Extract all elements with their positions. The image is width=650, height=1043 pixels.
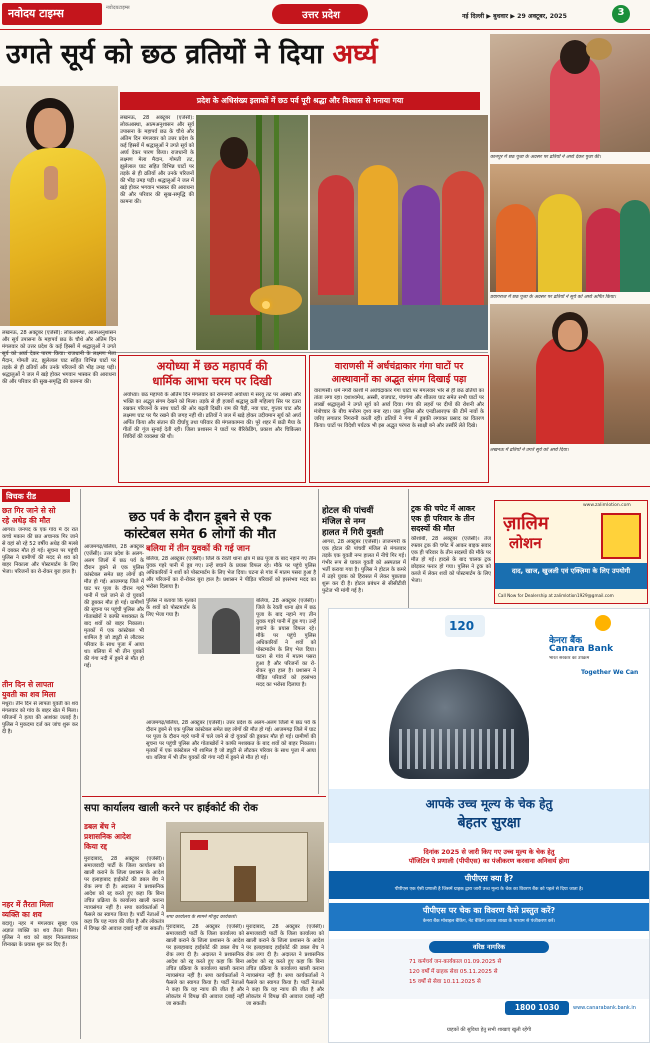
hotel-headline-2: मंजिल से नग्न bbox=[322, 517, 366, 527]
hotel-body: आगरा, 28 अक्टूबर (एजेंसी)। ताजनगरी के एक होटल की पांचवीं मंजिल से मंगलवार तड़के एक युवती नग्न हालत में नीचे गिर गई। गंभीर रूप से घायल युवती को अस्पताल में भर्ती कराया गया है। पुलिस ने होटल के कमरे में ठहरे युवक को हिरासत में लेकर पूछताछ शुरू कर दी है। होटल प्रबंधन से सीसीटीवी फुटेज भी मांगी गई है। bbox=[322, 539, 406, 594]
drown-body: आजमगढ़/बलिया, 28 अक्टूबर (एजेंसी)। उत्तर प्रदेश के अलग-अलग जिलों में छठ पर्व के दौरान डूबने से एक पुलिस कांस्टेबल समेत छह लोगों की मौत हो गई। आजमगढ़ जिले में घाट पर पूजा के दौरान गहरे पानी में चले जाने से दो युवकों की डूबकर मौत हो गई। ग्रामीणों की सूचना पर पहुंची पुलिस और गोताखोरों ने काफी मशक्कत के बाद शवों को बाहर निकाला। मृतकों में एक कांस्टेबल भी शामिल है जो ड्यूटी से लौटकर परिवार के साथ पूजा में आया था। बलिया में भी तीन युवकों की गंगा नदी में डूबने से मौत हो गई। bbox=[84, 544, 144, 669]
offering-basket bbox=[250, 285, 302, 315]
lead-body-col1: लखनऊ, 28 अक्टूबर (एजेंसी): लोकआस्था, आत्मअनुशासन और सूर्य उपासना के महापर्व छठ के चौथे और अंतिम दिन मंगलवार को उत्तर प्रदेश के कई हिस्सों में श्रद्धालुओं ने उगते सूर्य को अर्घ्य देकर पारण किया। राजधानी के लक्ष्मण मेला मैदान, गोमती तट, झूलेलाल घाट सहित विभिन्न घाटों पर तड़के से ही व्रतियों और उनके परिजनों की भीड़ उमड़ पड़ी। श्रद्धालुओं ने जल में खड़े होकर भगवान भास्कर की आराधना की और परिवार की सुख-समृद्धि की कामना की। bbox=[120, 115, 194, 205]
vichak-divider bbox=[80, 489, 81, 1039]
varanasi-headline-2: आस्थावानों का अद्भुत संगम दिखाई पड़ा bbox=[331, 374, 467, 385]
sp-body-3: मुरादाबाद, 28 अक्टूबर (एजेंसी)। समाजवादी पार्टी के जिला कार्यालय को खाली कराने के जिला प्रशासन के आदेश पर इलाहाबाद हाईकोर्ट की डबल बेंच ने रोक लगा दी है। अदालत ने प्रशासनिक आदेश को रद्द करते हुए कहा कि बिना उचित प्रक्रिया के कार्यालय खाली कराना न्यायसंगत नहीं है। सपा कार्यकर्ताओं ने फैसले का स्वागत किया है। पार्टी नेताओं ने कहा कि यह न्याय की जीत है और लोकतंत्र में विपक्ष की आवाज दबाई नहीं जा सकती। bbox=[246, 924, 324, 1007]
vichak-headline-6: व्यक्ति का शव bbox=[2, 910, 42, 919]
sp-photo bbox=[166, 822, 324, 912]
canara-logo-en: Canara Bank bbox=[549, 644, 614, 654]
zalim-brand: ज़ालिम bbox=[503, 513, 549, 534]
canara-q2-body: केनरा बैंक मोबाइल बैंकिंग, नेट बैंकिंग अथवा शाखा के माध्यम से पंजीकरण करें। bbox=[422, 919, 556, 924]
zalim-brand-2: लोशन bbox=[509, 534, 542, 552]
vichak-headline-5: नहर में तैरता मिला bbox=[2, 900, 54, 909]
crowd-4 bbox=[620, 200, 650, 292]
canara-title-1: आपके उच्च मूल्य के चेक हेतु bbox=[425, 797, 553, 811]
sp-headline: सपा कार्यालय खाली करने पर हाईकोर्ट की रोक bbox=[84, 803, 258, 814]
brand-name: नवोदय टाइम्स bbox=[8, 7, 64, 20]
canara-toll: 1800 1030 bbox=[514, 1003, 560, 1012]
canara-logo-hindi: केनरा बैंक bbox=[549, 636, 583, 646]
helmet-grille bbox=[399, 729, 519, 769]
diya-lamp bbox=[262, 301, 270, 309]
vichak-headline-3: तीन दिन से लापता bbox=[2, 680, 54, 689]
hotel-headline-3: हालत में गिरी युवती bbox=[322, 528, 384, 538]
canara-row-3: 15 वर्षों से सेवा 10.11.2025 से bbox=[409, 979, 481, 985]
canara-line-1: दिनांक 2025 से जारी किए गए उच्च मूल्य के चेक हेतु bbox=[423, 848, 555, 856]
drown-body-2: बलिया, 28 अक्टूबर (एजेंसी)। जिले के रेवती थाना क्षेत्र में छठ पूजा के बाद नहाने गए तीन युवक गहरे पानी में डूब गए। उन्हें बचाने के प्रयास विफल रहे। मौके पर पहुंचे पुलिस अधिकारियों ने शवों को पोस्टमार्टम के लिए भेज दिया। घटना से गांव में मातम पसरा हुआ है और परिजनों का रो-रोकर बुरा हाल है। प्रशासन ने पीड़ित परिवारों को हरसंभव मदद का भरोसा दिलाया है। bbox=[146, 556, 316, 590]
drown-headline-2: कांस्टेबल समेत 6 लोगों की मौत bbox=[124, 527, 276, 542]
masthead bbox=[0, 0, 650, 30]
vichak-headline-1: छत गिर जाने से सो bbox=[2, 506, 56, 515]
truck-headline-2: एक ही परिवार के तीन bbox=[411, 514, 475, 523]
bank-water bbox=[310, 305, 488, 350]
drown-photo bbox=[198, 598, 254, 654]
photo-lucknow bbox=[490, 304, 650, 444]
lucknow-face bbox=[558, 320, 582, 350]
hotel-headline-1: होटल की पांचवीं bbox=[322, 506, 374, 516]
vichak-headline-4: युवती का शव मिला bbox=[2, 690, 56, 699]
vichak-body-1: आगरा। जनपद के एक गांव में देर रात कच्चे मकान की छत अचानक गिर जाने से वहां सो रहे 52 वर्षीय अधेड़ की मलबे में दबकर मौत हो गई। सूचना पर पहुंची पुलिस ने ग्रामीणों की मदद से शव को बाहर निकाला और पोस्टमार्टम के लिए भेजा। परिजनों का रो-रोकर बुरा हाल है। bbox=[2, 527, 78, 575]
canara-strip-title: वरिष्ठ नागरिक bbox=[472, 943, 506, 951]
canara-tagline: Together We Can bbox=[581, 669, 639, 676]
zalim-product-box bbox=[601, 513, 641, 559]
masthead-rule bbox=[0, 29, 650, 30]
devotee-face bbox=[34, 108, 66, 148]
sp-photo-caption: सपा कार्यालय के सामने मौजूद कार्यकर्ता। bbox=[166, 915, 237, 920]
photo-crowd-bank bbox=[310, 115, 488, 350]
drown-body-4: आजमगढ़/बलिया, 28 अक्टूबर (एजेंसी)। उत्तर प्रदेश के अलग-अलग जिलों में छठ पर्व के दौरान डूबने से एक पुलिस कांस्टेबल समेत छह लोगों की मौत हो गई। आजमगढ़ जिले में घाट पर पूजा के दौरान गहरे पानी में चले जाने से दो युवकों की डूबकर मौत हो गई। ग्रामीणों की सूचना पर पहुंची पुलिस और गोताखोरों ने काफी मशक्कत के बाद शवों को बाहर निकाला। मृतकों में एक कांस्टेबल भी शामिल है जो ड्यूटी से लौटकर परिवार के साथ पूजा में आया था। बलिया में भी तीन युवकों की गंगा नदी में डूबने से मौत हो गई। bbox=[146, 720, 316, 761]
drown-headline-1: छठ पर्व के दौरान डूबने से एक bbox=[128, 510, 272, 525]
canara-ad bbox=[328, 608, 650, 1043]
page-number: 3 bbox=[617, 7, 625, 18]
varanasi-body: वाराणसी। धर्म नगरी काशी में अर्धचंद्राकार गंगा घाटों पर मंगलवार भोर से ही छठ व्रतियों का तांता लगा रहा। दशाश्वमेध, अस्सी, राजघाट, पंचगंगा और शीतला घाट समेत सभी घाटों पर लाखों श्रद्धालुओं ने उगते सूर्य को अर्घ्य दिया। गंगा की लहरों पर दीपों की रोशनी और मंत्रोच्चार के बीच मनोरम दृश्य बना रहा। जल पुलिस और एनडीआरएफ की टीमें नावों के जरिए लगातार निगरानी करती रहीं। व्रतियों ने गंगा में डुबकी लगाकर प्रसाद का वितरण किया। घाटों पर विदेशी पर्यटक भी इस अद्भुत परंपरा के साक्षी बने और तस्वीरें लेते दिखे। bbox=[314, 388, 484, 429]
canara-q1-body: पीपीएस एक ऐसी प्रणाली है जिसमें ग्राहक द्वारा जारी उच्च मूल्य के चेक का विवरण बैंक को पहले से दिया जाता है। bbox=[394, 887, 584, 892]
ayodhya-headline-2: धार्मिक आभा चरम पर दिखी bbox=[152, 374, 272, 388]
zalim-footer: Call Now for Dealership at zalimlotion1929@gmail.com bbox=[498, 593, 614, 598]
truck-headline-1: ट्रक की चपेट में आकर bbox=[411, 504, 475, 513]
lead-strap: प्रदेश के अधिसंख्य इलाकों में छठ पर्व पूरी श्रद्धा और विश्वास से मनाया गया bbox=[196, 96, 404, 105]
rule-mid bbox=[0, 486, 650, 487]
lead-body-col3: लखनऊ, 28 अक्टूबर (एजेंसी): लोकआस्था, आत्मअनुशासन और सूर्य उपासना के महापर्व छठ के चौथे और अंतिम दिन मंगलवार को उत्तर प्रदेश के कई हिस्सों में श्रद्धालुओं ने उगते सूर्य को अर्घ्य देकर पारण किया। राजधानी के लक्ष्मण मेला मैदान, गोमती तट, झूलेलाल घाट सहित विभिन्न घाटों पर तड़के से ही व्रतियों और उनके परिजनों की भीड़ उमड़ पड़ी। श्रद्धालुओं ने जल में खड़े होकर भगवान भास्कर की आराधना की और परिवार की सुख-समृद्धि की कामना की। bbox=[2, 330, 116, 385]
canara-row-1: 71 कर्मचर्य जन-कार्यकाल 01.09.2025 से bbox=[409, 959, 502, 965]
truck-body: कौशांबी, 28 अक्टूबर (एजेंसी)। तेज रफ्तार ट्रक की चपेट में आकर बाइक सवार एक ही परिवार के तीन सदस्यों की मौके पर मौत हो गई। हादसे के बाद चालक ट्रक छोड़कर फरार हो गया। पुलिस ने ट्रक को कब्जे में लेकर शवों को पोस्टमार्टम के लिए भेजा। bbox=[411, 536, 491, 584]
lead-headline-accent: अर्घ्य bbox=[332, 39, 378, 70]
vichak-label: विचक रीड bbox=[6, 492, 37, 501]
sp-body-2: मुरादाबाद, 28 अक्टूबर (एजेंसी)। समाजवादी पार्टी के जिला कार्यालय को खाली कराने के जिला प्रशासन के आदेश पर इलाहाबाद हाईकोर्ट की डबल बेंच ने रोक लगा दी है। अदालत ने प्रशासनिक आदेश को रद्द करते हुए कहा कि बिना उचित प्रक्रिया के कार्यालय खाली कराना न्यायसंगत नहीं है। सपा कार्यकर्ताओं ने फैसले का स्वागत किया है। पार्टी नेताओं ने कहा कि यह न्याय की जीत है और लोकतंत्र में विपक्ष की आवाज दबाई नहीं जा सकती। bbox=[166, 924, 244, 1007]
crowd-1 bbox=[496, 204, 536, 292]
canara-logo-icon bbox=[595, 615, 611, 631]
sp-kicker-1: डबल बेंच ने bbox=[84, 822, 116, 831]
drown-photo-figure bbox=[212, 608, 240, 654]
sp-kicker-2: प्रशासनिक आदेश bbox=[84, 832, 131, 841]
zalim-ad bbox=[494, 500, 648, 604]
canara-line-2: पॉजिटिव पे प्रणाली (पीपीएस) का पंजीकरण करवाना अनिवार्य होगा bbox=[408, 857, 570, 865]
varanasi-box bbox=[309, 355, 489, 483]
drown-inset: पुलिस ने बताया कि मृतकों के शवों को पोस्टमार्टम के लिए भेजा गया है। bbox=[146, 598, 196, 618]
dateline: नई दिल्ली ▶ बुधवार ▶ 29 अक्टूबर, 2025 bbox=[462, 13, 567, 20]
drown-divider bbox=[318, 489, 319, 794]
sp-door bbox=[234, 866, 256, 902]
pitcher bbox=[586, 38, 612, 60]
devotee-hands bbox=[44, 166, 58, 200]
photo-kanpur bbox=[490, 34, 650, 152]
section-title: उत्तर प्रदेश bbox=[302, 10, 340, 21]
zalim-web: www.zalimlotion.com bbox=[583, 503, 631, 508]
bank-figure-3 bbox=[402, 185, 440, 305]
devotee-saree bbox=[10, 148, 106, 326]
ayodhya-headline-1: अयोध्या में छठ महापर्व की bbox=[156, 359, 268, 373]
bank-figure-1 bbox=[318, 175, 354, 295]
canara-sub: भारत सरकार का उपक्रम bbox=[549, 656, 590, 661]
vichak-body-2: मथुरा। तीन दिन से लापता युवती का शव मंगलवार को गांव के बाहर खेत में मिला। परिजनों ने हत्या की आशंका जताई है। पुलिस ने मुकदमा दर्ज कर जांच शुरू कर दी है। bbox=[2, 701, 78, 735]
lead-photo-sugarcane bbox=[196, 115, 308, 350]
sp-kicker-3: किया रद्द bbox=[84, 842, 107, 851]
ayodhya-body: अयोध्या। छठ महापर्व के अंतिम दिन मंगलवार को रामनगरी अयोध्या में सरयू तट पर आस्था और भक्ति का अद्भुत संगम देखने को मिला। तड़के से ही हजारों श्रद्धालु व्रती महिलाएं सिर पर दउरा रखकर परिजनों के साथ घाटों की ओर बढ़ती दिखीं। राम की पैड़ी, नया घाट, गुप्तार घाट और लक्ष्मण घाट पर पैर रखने की जगह नहीं थी। व्रतियों ने जल में खड़े होकर उदीयमान सूर्य को अर्घ्य अर्पित किया और संतान की दीर्घायु तथा परिवार की मंगलकामना की। पूरे शहर में छठी मैया के गीतों की गूंज सुनाई देती रही। जिला प्रशासन ने घाटों पर बैरिकेडिंग, प्रकाश और चिकित्सा शिविरों की व्यवस्था की थी। bbox=[123, 392, 301, 440]
crowd-2 bbox=[538, 194, 582, 292]
vichak-body-3: बदायूं। नहर में मंगलवार सुबह एक अज्ञात व्यक्ति का शव तैरता मिला। पुलिस ने शव को बाहर निकलवाकर शिनाख्त के प्रयास शुरू कर दिए हैं। bbox=[2, 921, 78, 948]
edition-tag: नवोदयटाइम्स bbox=[106, 5, 130, 11]
photo-prayagraj-caption: प्रयागराज में छठ पूजा के अवसर पर व्रतियों ने सूर्य को अर्घ्य अर्पित किया। bbox=[490, 295, 616, 300]
vichak-headline-2: रहे अधेड़ की मौत bbox=[2, 516, 51, 525]
canara-title-2: बेहतर सुरक्षा bbox=[457, 815, 521, 831]
canara-q1: पीपीएस क्या है? bbox=[464, 874, 514, 883]
bank-figure-4 bbox=[442, 171, 484, 311]
photo-prayagraj bbox=[490, 164, 650, 292]
lead-headline-main: उगते सूर्य को छठ व्रतियों ने दिया bbox=[6, 39, 333, 70]
canara-q2: पीपीएस पर चेक का विवरण कैसे प्रस्तुत करें? bbox=[422, 906, 556, 915]
sp-body-1: मुरादाबाद, 28 अक्टूबर (एजेंसी)। समाजवादी पार्टी के जिला कार्यालय को खाली कराने के जिला प्रशासन के आदेश पर इलाहाबाद हाईकोर्ट की डबल बेंच ने रोक लगा दी है। अदालत ने प्रशासनिक आदेश को रद्द करते हुए कहा कि बिना उचित प्रक्रिया के कार्यालय खाली कराना न्यायसंगत नहीं है। सपा कार्यकर्ताओं ने फैसले का स्वागत किया है। पार्टी नेताओं ने कहा कि यह न्याय की जीत है और लोकतंत्र में विपक्ष की आवाज दबाई नहीं जा सकती। bbox=[84, 856, 164, 932]
woman-head bbox=[220, 137, 248, 169]
lead-photo-devotee bbox=[0, 86, 118, 326]
truck-headline-3: सदस्यों की मौत bbox=[411, 524, 455, 533]
zalim-tagline: दाद, खाज, खुजली एवं एक्ज़िमा के लिए उपयोगी bbox=[511, 567, 631, 575]
rule-sp-top bbox=[82, 796, 326, 797]
canara-foot: ग्राहकों की सुविधा हेतु सभी शाखाएं खुली रहेंगी bbox=[446, 1027, 532, 1033]
canara-web: www.canarabank.bank.in bbox=[573, 1005, 636, 1011]
ayodhya-box bbox=[118, 355, 306, 483]
drown-body-3: बलिया, 28 अक्टूबर (एजेंसी)। जिले के रेवती थाना क्षेत्र में छठ पूजा के बाद नहाने गए तीन युवक गहरे पानी में डूब गए। उन्हें बचाने के प्रयास विफल रहे। मौके पर पहुंचे पुलिस अधिकारियों ने शवों को पोस्टमार्टम के लिए भेज दिया। घटना से गांव में मातम पसरा हुआ है और परिजनों का रो-रोकर बुरा हाल है। प्रशासन ने पीड़ित परिवारों को हरसंभव मदद का भरोसा दिलाया है। bbox=[256, 598, 316, 688]
lead-headline bbox=[6, 34, 496, 78]
woman-figure bbox=[210, 155, 260, 315]
bank-figure-2 bbox=[358, 165, 398, 305]
drown-subhead: बलिया में तीन युवकों की गई जान bbox=[146, 544, 250, 554]
photo-kanpur-caption: कानपुर में छठ पूजा के अवसर पर व्रतियों ने अर्घ्य देकर पूजा की। bbox=[490, 155, 601, 160]
canara-anniv: 120 bbox=[449, 619, 475, 633]
sp-flag bbox=[190, 840, 208, 850]
photo-lucknow-caption: लखनऊ में व्रतियों ने उगते सूर्य को अर्घ्य दिया। bbox=[490, 448, 569, 453]
canara-row-2: 120 वर्षों में ग्राहक सेवा 05.11.2025 से bbox=[409, 969, 498, 975]
varanasi-headline-1: वाराणसी में अर्धचंद्राकार गंगा घाटों पर bbox=[334, 361, 464, 372]
